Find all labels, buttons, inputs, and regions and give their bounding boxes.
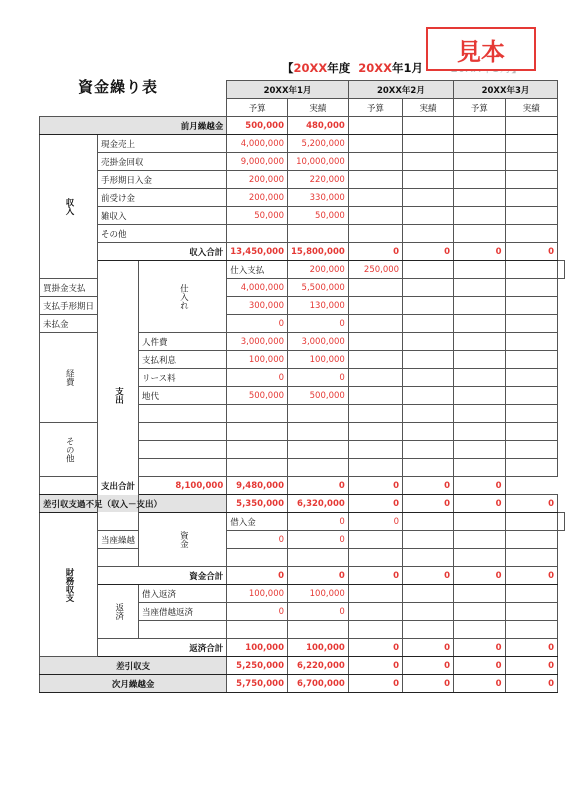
value-cell: 0 [505,243,557,261]
table-row [40,549,565,567]
value-cell [348,225,402,243]
table-row [40,567,565,585]
value-cell [505,153,557,171]
value-cell: 0 [403,675,454,693]
value-cell: 0 [505,567,557,585]
value-cell [348,531,402,549]
value-cell [348,117,402,135]
value-cell [505,315,557,333]
value-cell [348,585,402,603]
row-label: 当座借越返済 [139,603,227,621]
value-cell [403,423,454,441]
value-cell: 0 [348,567,402,585]
table-row [40,639,565,657]
value-cell [505,387,557,405]
value-cell: 0 [227,315,288,333]
value-cell: 100,000 [227,639,288,657]
table-row [40,495,565,513]
bracket-open: 【 [282,61,294,75]
value-cell [403,441,454,459]
value-cell [454,513,506,531]
table-row [40,207,565,225]
value-cell: 0 [348,495,402,513]
value-cell [227,225,288,243]
value-cell [227,423,288,441]
value-cell: 4,000,000 [227,135,288,153]
value-cell: 0 [403,567,454,585]
value-cell [288,441,349,459]
carry-in-row: 前月繰越金 500,000 480,000 [40,117,565,135]
row-label: 支払手形期日 [40,297,98,315]
value-cell [505,207,557,225]
value-cell [403,531,454,549]
value-cell: 0 [454,495,506,513]
net-ops-label: 差引収支過不足（収入－支出） [40,495,227,513]
value-cell [505,369,557,387]
fiscal-year: 20XX [293,61,328,75]
value-cell [348,189,402,207]
value-cell: 15,800,000 [288,243,349,261]
value-cell [505,135,557,153]
repay-subcategory: 返済 [98,585,139,639]
row-label: 支払利息 [139,351,227,369]
value-cell [505,513,557,531]
value-cell: 0 [454,567,506,585]
value-cell: 0 [288,315,349,333]
value-cell: 100,000 [227,585,288,603]
value-cell [505,621,557,639]
row-label [139,405,227,423]
value-cell: 0 [348,513,402,531]
value-cell [505,531,557,549]
value-cell: 200,000 [227,189,288,207]
value-cell: 330,000 [288,189,349,207]
value-cell: 5,750,000 [227,675,288,693]
expense-total-label: 支出合計 [40,477,139,495]
repay-total-label: 返済合計 [98,639,227,657]
value-cell: 0 [505,639,557,657]
col-yosan: 予算 [454,99,506,117]
row-label [139,423,227,441]
value-cell: 0 [348,477,402,495]
value-cell [558,261,565,279]
value-cell: 0 [227,603,288,621]
value-cell: 0 [288,369,349,387]
value-cell [348,603,402,621]
col-jisseki: 実績 [288,99,349,117]
value-cell [348,423,402,441]
value-cell [227,405,288,423]
table-row [40,171,565,189]
row-label: その他 [98,225,227,243]
value-cell: 5,200,000 [288,135,349,153]
value-cell [348,549,402,567]
value-cell: 480,000 [288,117,349,135]
value-cell: 0 [505,495,557,513]
value-cell [505,117,557,135]
value-cell: 0 [403,495,454,513]
col-yosan: 予算 [348,99,402,117]
value-cell [348,351,402,369]
value-cell [454,153,506,171]
value-cell: 6,220,000 [288,657,349,675]
other-subcategory: その他 [40,423,98,477]
value-cell [454,531,506,549]
cash-flow-table [39,80,565,693]
table-row [40,585,565,603]
value-cell [348,387,402,405]
value-cell: 0 [288,603,349,621]
value-cell [348,207,402,225]
value-cell [348,405,402,423]
value-cell: 0 [288,567,349,585]
value-cell: 8,100,000 [139,477,227,495]
value-cell: 0 [454,639,506,657]
table-row [40,531,565,549]
value-cell [505,405,557,423]
value-cell [348,315,402,333]
value-cell: 6,320,000 [288,495,349,513]
value-cell [227,621,288,639]
table-row [40,243,565,261]
row-label: 雑収入 [98,207,227,225]
value-cell [505,585,557,603]
row-label: 地代 [139,387,227,405]
value-cell [288,621,349,639]
value-cell: 100,000 [288,639,349,657]
value-cell: 3,000,000 [288,333,349,351]
value-cell [505,333,557,351]
table-row [40,189,565,207]
value-cell: 5,250,000 [227,657,288,675]
value-cell [505,603,557,621]
table-row [40,261,565,279]
value-cell [454,405,506,423]
value-cell [403,369,454,387]
value-cell [348,279,402,297]
value-cell: 0 [288,513,349,531]
value-cell: 0 [348,243,402,261]
col-jisseki: 実績 [403,99,454,117]
value-cell: 9,000,000 [227,153,288,171]
row-label: 借入返済 [139,585,227,603]
row-label [98,549,139,567]
value-cell: 6,700,000 [288,675,349,693]
table-row [40,675,565,693]
value-cell [454,297,506,315]
month-header-1: 20XX年1月 [227,81,349,99]
col-jisseki: 実績 [505,99,557,117]
value-cell [505,171,557,189]
value-cell [403,261,454,279]
value-cell: 5,500,000 [288,279,349,297]
row-label [139,441,227,459]
value-cell: 220,000 [288,171,349,189]
row-label: 買掛金支払 [40,279,98,297]
row-label: 人件費 [139,333,227,351]
start-month: 年1月 [392,61,424,75]
row-label: 未払金 [40,315,98,333]
value-cell [505,351,557,369]
funding-subcategory: 資金 [139,513,227,567]
expense-category: 支出 [98,261,139,531]
value-cell: 0 [403,243,454,261]
income-total-label: 収入合計 [98,243,227,261]
purchase-subcategory: 仕入れ [139,261,227,333]
value-cell [403,225,454,243]
table-row [40,153,565,171]
value-cell [454,423,506,441]
value-cell [288,423,349,441]
value-cell [403,333,454,351]
page-title: 資金繰り表 [78,78,159,96]
value-cell [403,315,454,333]
value-cell: 100,000 [288,585,349,603]
value-cell [288,405,349,423]
value-cell: 100,000 [227,351,288,369]
row-label: 当座繰越 [98,531,139,549]
value-cell: 130,000 [288,297,349,315]
row-label: 売掛金回収 [98,153,227,171]
value-cell: 0 [454,477,506,495]
net-balance-label: 差引収支 [40,657,227,675]
value-cell: 500,000 [227,117,288,135]
value-cell: 0 [403,477,454,495]
value-cell [454,261,506,279]
value-cell: 0 [288,477,349,495]
value-cell [403,207,454,225]
value-cell [454,351,506,369]
value-cell [454,603,506,621]
value-cell [454,387,506,405]
value-cell [454,207,506,225]
row-label [139,459,227,477]
value-cell: 0 [505,657,557,675]
row-label: 前受け金 [98,189,227,207]
value-cell: 200,000 [227,171,288,189]
value-cell [403,279,454,297]
value-cell: 4,000,000 [227,279,288,297]
value-cell [403,189,454,207]
value-cell [454,171,506,189]
cost-subcategory: 経費 [40,333,98,423]
value-cell [348,621,402,639]
value-cell: 200,000 [288,261,349,279]
row-label [139,621,227,639]
value-cell [348,153,402,171]
value-cell [505,423,557,441]
start-year: 20XX [358,61,393,75]
value-cell: 0 [348,639,402,657]
value-cell: 100,000 [288,351,349,369]
value-cell: 0 [403,657,454,675]
value-cell [505,261,557,279]
value-cell [505,549,557,567]
carry-out-label: 次月繰越金 [40,675,227,693]
value-cell: 500,000 [288,387,349,405]
value-cell [403,405,454,423]
value-cell [454,441,506,459]
value-cell [454,585,506,603]
value-cell [403,297,454,315]
value-cell [505,225,557,243]
value-cell [288,549,349,567]
value-cell [505,441,557,459]
value-cell [505,189,557,207]
value-cell [348,459,402,477]
row-label: 現金売上 [98,135,227,153]
value-cell [403,585,454,603]
value-cell [403,513,454,531]
fiscal-year-label: 年度 [327,61,351,75]
value-cell: 0 [288,531,349,549]
value-cell: 50,000 [288,207,349,225]
table-row [40,477,565,495]
row-label: 仕入支払 [227,261,288,279]
table-row [40,225,565,243]
value-cell [403,621,454,639]
value-cell: 0 [227,369,288,387]
value-cell [505,459,557,477]
row-label: 手形期日入金 [98,171,227,189]
value-cell [348,441,402,459]
value-cell [558,513,565,531]
value-cell: 250,000 [348,261,402,279]
title-spacer [40,81,227,117]
value-cell [227,549,288,567]
value-cell [454,225,506,243]
value-cell [288,459,349,477]
row-label: 借入金 [227,513,288,531]
value-cell: 300,000 [227,297,288,315]
col-yosan: 予算 [227,99,288,117]
value-cell: 0 [505,675,557,693]
funding-total-label: 資金合計 [98,567,227,585]
value-cell [403,135,454,153]
table-row [40,657,565,675]
value-cell: 0 [454,243,506,261]
value-cell [403,459,454,477]
value-cell: 0 [403,639,454,657]
finance-category: 財務収支 [40,513,98,657]
value-cell [348,297,402,315]
row-label: リース料 [139,369,227,387]
value-cell [454,369,506,387]
value-cell: 500,000 [227,387,288,405]
value-cell [288,225,349,243]
value-cell: 50,000 [227,207,288,225]
value-cell [505,279,557,297]
value-cell [348,333,402,351]
value-cell [454,135,506,153]
value-cell [403,117,454,135]
month-header-3: 20XX年3月 [454,81,558,99]
value-cell [403,351,454,369]
value-cell [403,387,454,405]
value-cell [348,369,402,387]
value-cell [454,315,506,333]
table-row [40,135,565,153]
value-cell [403,603,454,621]
value-cell [348,171,402,189]
value-cell [403,171,454,189]
sample-stamp: 見本 [426,27,536,71]
value-cell: 10,000,000 [288,153,349,171]
value-cell [227,459,288,477]
value-cell [454,621,506,639]
value-cell: 13,450,000 [227,243,288,261]
value-cell [454,279,506,297]
value-cell [454,459,506,477]
value-cell: 0 [454,657,506,675]
value-cell: 5,350,000 [227,495,288,513]
value-cell: 0 [348,657,402,675]
value-cell: 0 [227,531,288,549]
value-cell: 0 [227,567,288,585]
value-cell [348,135,402,153]
month-header-2: 20XX年2月 [348,81,453,99]
value-cell [454,189,506,207]
value-cell [403,549,454,567]
value-cell [454,333,506,351]
value-cell: 9,480,000 [227,477,288,495]
value-cell [454,549,506,567]
value-cell [227,441,288,459]
value-cell: 3,000,000 [227,333,288,351]
value-cell: 0 [454,675,506,693]
income-category: 収入 [40,135,98,279]
value-cell: 0 [348,675,402,693]
value-cell [454,117,506,135]
value-cell [403,153,454,171]
value-cell [505,297,557,315]
